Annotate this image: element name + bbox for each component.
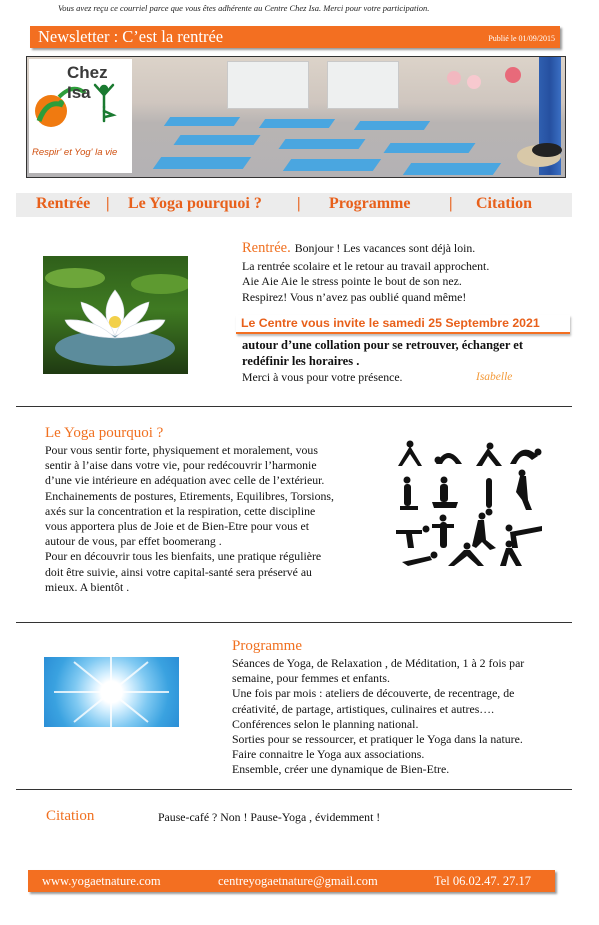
yoga-mat [153, 157, 251, 169]
yoga-line: Pour vous sentir forte, physiquement et moralement, vous [45, 443, 318, 457]
programme-line: Séances de Yoga, de Relaxation , de Méditation, 1 à 2 fois par [232, 656, 525, 670]
yoga-line: autour de vous, par effet boomerang . [45, 534, 222, 549]
yoga-poses-icon [392, 436, 548, 572]
website-link[interactable]: www.yogaetnature.com [42, 874, 161, 888]
nav-link-yoga-pourquoi[interactable]: Le Yoga pourquoi ? [128, 195, 262, 212]
logo-name: Chez Isa [67, 63, 108, 102]
rentree-line: La rentrée scolaire et le retour au travail approchent. [242, 259, 490, 273]
email-link[interactable]: centreyogaetnature@gmail.com [218, 874, 378, 888]
rentree-bold-line: autour d’une collation pour se retrouver, échanger et [242, 338, 524, 352]
yoga-mat [354, 121, 430, 130]
programme-line: Faire connaitre le Yoga aux associations. [232, 747, 425, 762]
nav-separator: | [106, 195, 110, 212]
yoga-line: doit être suivie, ainsi votre capital-santé sera préservé au [45, 564, 312, 579]
nav-separator: | [297, 195, 301, 212]
section-divider [16, 622, 572, 623]
citation-heading: Citation [46, 808, 95, 824]
rentree-thanks: Merci à vous pour votre présence. [242, 370, 403, 384]
citation-text: Pause-café ? Non ! Pause-Yoga , évidemment ! [158, 810, 381, 824]
yoga-mat [164, 117, 240, 126]
paper-lantern [467, 75, 481, 89]
logo-slogan: Respir' et Yog' la vie [32, 147, 118, 158]
yoga-line: mieux. A bientôt . [45, 579, 130, 594]
programme-paragraph [232, 656, 524, 778]
signature: Isabelle [476, 371, 513, 383]
yoga-mat [259, 119, 335, 128]
sunlight-image [44, 657, 179, 727]
invite-text: Le Centre vous invite le samedi 25 Septembre 2021 [241, 316, 540, 330]
yoga-line: Pour en découvrir tous les bienfaits, une pratique régulière [45, 549, 322, 564]
yoga-line: vous apportera plus de Joie et de Bien-Etre pour vous et [45, 519, 310, 534]
rentree-bold-line: redéfinir les horaires . [242, 354, 360, 368]
lotus-image [43, 256, 188, 374]
yoga-paragraph [45, 443, 334, 595]
section-divider [16, 406, 572, 407]
yoga-poses-image [392, 436, 548, 572]
yoga-line: Enchainements de postures, Etirements, Equilibres, Torsions, [45, 488, 334, 503]
hero-banner [26, 56, 566, 178]
chez-isa-logo [29, 59, 132, 173]
nav-link-citation[interactable]: Citation [476, 195, 532, 212]
yoga-mat [283, 159, 381, 171]
studio-window [227, 61, 309, 109]
newsletter-header-bar [30, 26, 560, 48]
programme-line: Une fois par mois : ateliers de découverte, de recentrage, de [232, 686, 515, 701]
yoga-line: axés sur la concentration et la respiration, cette discipline [45, 503, 316, 518]
programme-line: Ensemble, créer une dynamique de Bien-Etre. [232, 762, 450, 777]
sun-rays-icon [44, 657, 179, 727]
nav-link-rentree[interactable]: Rentrée [36, 195, 91, 212]
yoga-line: sentir à l’aise dans votre vie, pour redécouvrir l’harmonie [45, 458, 317, 473]
yoga-mat [383, 143, 475, 153]
nav-separator: | [449, 195, 453, 212]
programme-line: Sorties pour se ressourcer, et pratiquer le Yoga dans la nature. [232, 732, 523, 747]
yoga-line: d’une vie intérieure en adéquation avec celle de l’extérieur. [45, 473, 325, 488]
section-divider [16, 789, 572, 790]
paper-lantern [505, 67, 521, 83]
rentree-line: Aie Aie Aie le stress pointe le bout de son nez. [242, 274, 462, 288]
rentree-line: Respirez! Vous n’avez pas oublié quand même! [242, 290, 467, 304]
meditation-cushion [532, 143, 562, 157]
yoga-mat [278, 139, 365, 149]
programme-line: semaine, pour femmes et enfants. [232, 671, 390, 686]
programme-heading: Programme [232, 638, 302, 654]
yoga-mat [173, 135, 260, 145]
rentree-line: Bonjour ! Les vacances sont déjà loin. [294, 241, 476, 255]
studio-window [327, 61, 399, 109]
publish-date: Publié le 01/09/2015 [488, 34, 555, 43]
paper-lantern [447, 71, 461, 85]
subscription-notice: Vous avez reçu ce courriel parce que vous êtes adhérente au Centre Chez Isa. Merci pour votre participation. [58, 3, 430, 13]
programme-line: créativité, de partage, artistiques, culinaires et autres…. [232, 701, 495, 716]
lotus-flower-icon [43, 256, 188, 374]
rentree-heading: Rentrée. [242, 240, 291, 256]
programme-line: Conférences selon le planning national. [232, 716, 419, 731]
yoga-mat [403, 163, 501, 175]
yoga-heading: Le Yoga pourquoi ? [45, 425, 164, 441]
nav-link-programme[interactable]: Programme [329, 195, 411, 212]
newsletter-title: Newsletter : C’est la rentrée [38, 27, 224, 46]
phone-number: Tel 06.02.47. 27.17 [434, 874, 532, 888]
footer-bar [28, 870, 555, 892]
